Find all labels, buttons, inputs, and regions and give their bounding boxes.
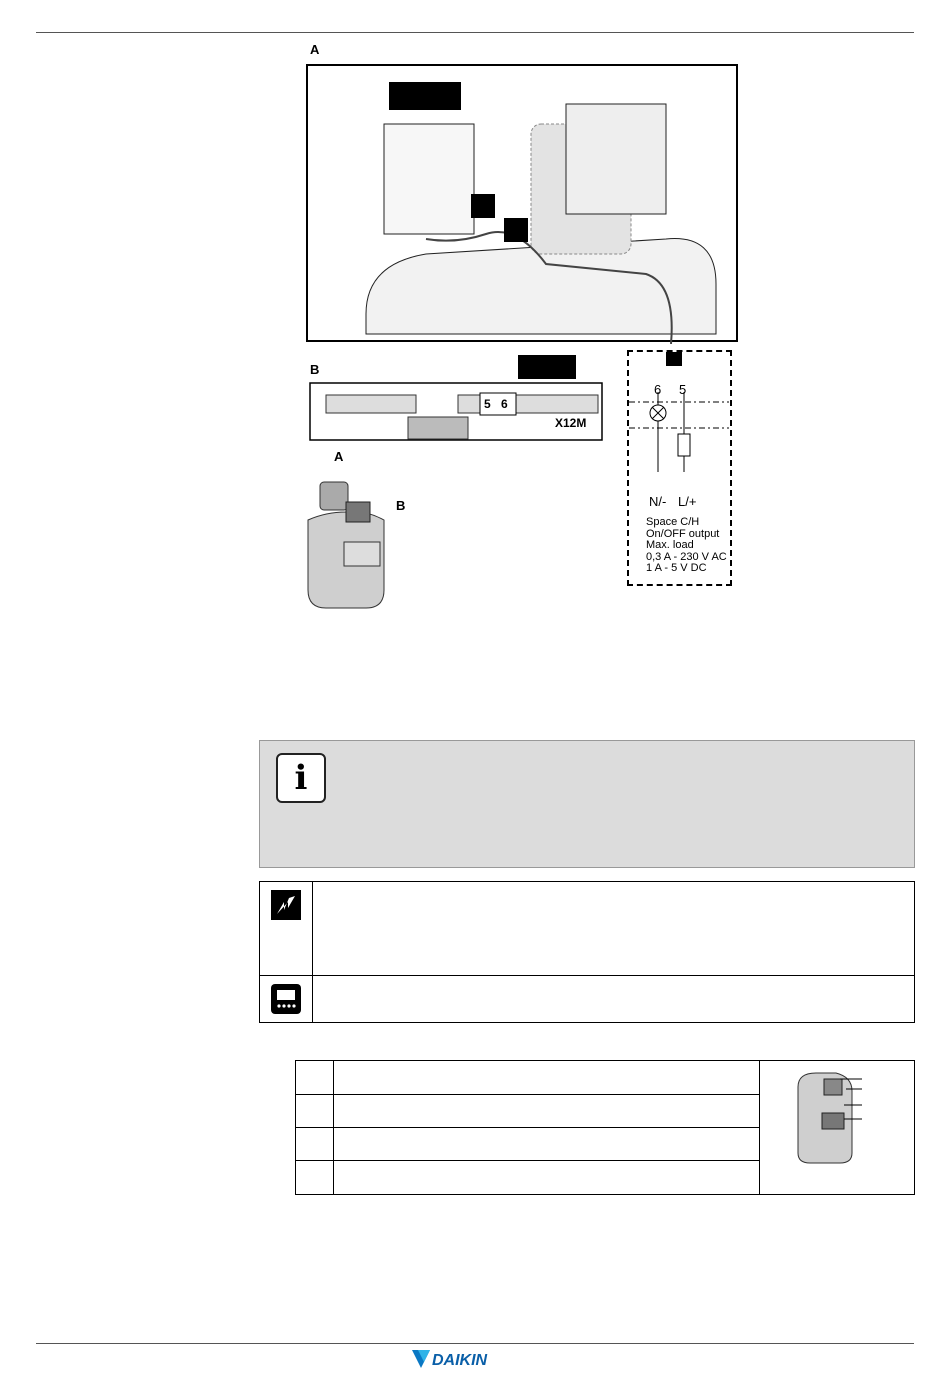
output-wiring-diagram (629, 352, 729, 502)
spec-line: 0,3 A - 230 V AC (646, 550, 727, 563)
bottom-rule (36, 1343, 914, 1344)
spec-line: Space C/H (646, 516, 700, 528)
panel-a-illustration (306, 64, 738, 344)
wire-5: 5 (679, 382, 687, 397)
user-interface-icon (271, 984, 301, 1014)
top-rule (36, 32, 914, 33)
component-table (295, 1060, 915, 1195)
terminal-n: N/- (649, 494, 667, 509)
spec-line: 1 A - 5 V DC (646, 562, 707, 574)
daikin-logo (410, 1348, 510, 1370)
table-row-divider (296, 1094, 759, 1095)
wiring-figure (300, 40, 740, 620)
spec-line: Max. load (646, 539, 694, 551)
electrical-table (259, 881, 915, 1023)
brand-name: DAIKIN (432, 1352, 488, 1369)
terminal-board-illustration (308, 345, 604, 445)
table-row-divider (296, 1160, 759, 1161)
output-spec-text (646, 517, 727, 575)
electrical-plug-icon (271, 890, 301, 920)
panel-b-label: B (310, 362, 320, 377)
wire-6: 6 (654, 382, 662, 397)
inset-label-a: A (334, 449, 344, 464)
panel-a-label: A (310, 42, 320, 57)
info-icon: i (276, 753, 326, 803)
table-column-divider (312, 882, 313, 1022)
table-row-divider (260, 975, 914, 976)
info-box (259, 740, 915, 868)
inset-label-b: B (396, 498, 406, 513)
table-row-divider (296, 1127, 759, 1128)
inset-unit-illustration (306, 460, 386, 610)
table-column-divider (759, 1061, 760, 1194)
terminal-l: L/+ (678, 494, 697, 509)
terminal-block-label: X12M (555, 416, 587, 430)
spec-line: On/OFF output (646, 527, 720, 540)
pin-6: 6 (501, 397, 508, 411)
component-illustration (796, 1067, 866, 1167)
pin-5: 5 (484, 397, 491, 411)
